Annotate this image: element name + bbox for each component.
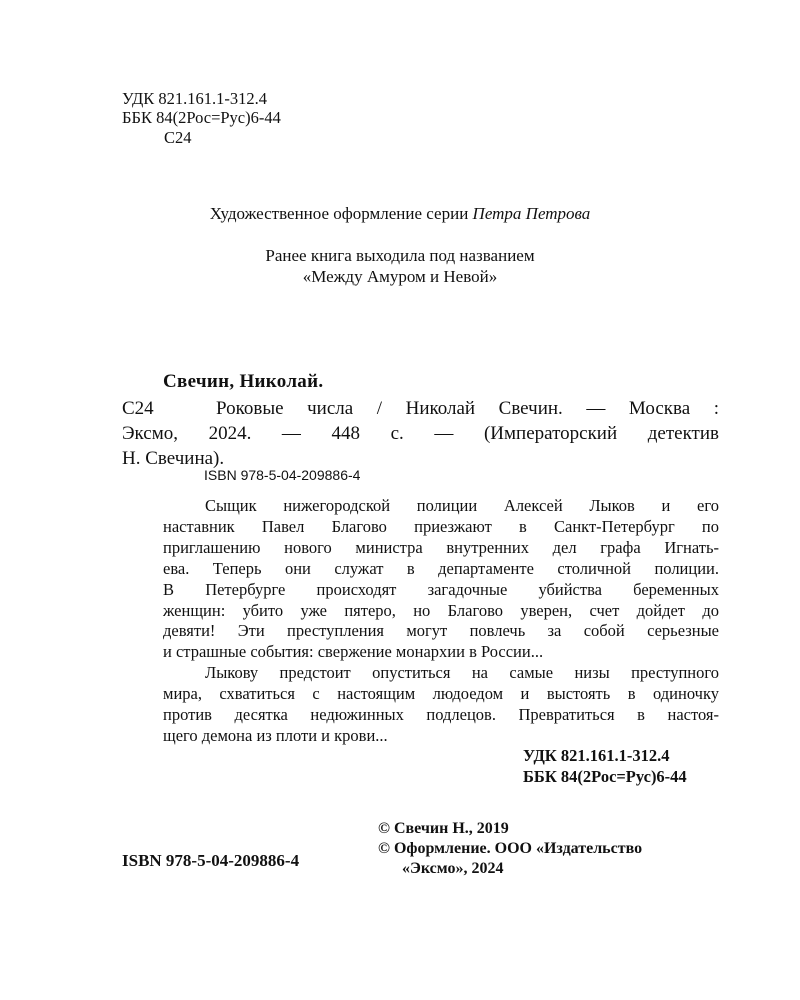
- bottom-bbk-code: ББК 84(2Рос=Рус)6-44: [523, 767, 687, 786]
- author-heading: Свечин, Николай.: [163, 371, 324, 392]
- author-mark: С24: [164, 128, 192, 147]
- bbk-code: ББК 84(2Рос=Рус)6-44: [122, 108, 281, 127]
- annotation-line: против десятка недюжинных подлецов. Превратиться в настоя-: [163, 705, 719, 725]
- annotation-line: Сыщик нижегородской полиции Алексей Лыков и его: [205, 496, 719, 515]
- copyright-publisher: «Эксмо», 2024: [402, 860, 504, 877]
- biblio-title: Роковые числа / Николай Свечин. — Москва :: [216, 398, 719, 419]
- bottom-udk-code: УДК 821.161.1-312.4: [523, 746, 670, 765]
- annotation-line: мира, схватиться с настоящим людоедом и выстоять в одиночку: [163, 684, 719, 704]
- annotation-line: женщин: убито уже пятеро, но Благово уверен, счет дойдет до: [163, 600, 719, 620]
- previous-title-line1: Ранее книга выходила под названием: [265, 246, 535, 265]
- annotation-line: щего демона из плоти и крови...: [163, 725, 388, 745]
- design-note: [0, 203, 800, 225]
- annotation-line: и страшные события: свержение монархии в России...: [163, 642, 544, 662]
- design-note-artist: Петра Петрова: [472, 204, 591, 223]
- annotation-line: Лыкову предстоит опуститься на самые низы преступного: [205, 663, 719, 683]
- annotation-line: В Петербурге происходят загадочные убийства беременных: [163, 579, 719, 599]
- annotation-line: приглашению нового министра внутренних дел графа Игнать-: [163, 537, 719, 557]
- biblio-line-1: [122, 396, 719, 421]
- annotation-line: наставник Павел Благово приезжают в Санкт-Петербург по: [163, 516, 719, 536]
- copyright-design: © Оформление. ООО «Издательство: [378, 840, 643, 857]
- annotation-line: ева. Теперь они служат в департаменте столичной полиции.: [163, 558, 719, 578]
- annotation: [163, 496, 719, 747]
- design-note-text: Художественное оформление серии: [209, 204, 473, 223]
- biblio-line-2: Эксмо, 2024. — 448 с. — (Императорский детектив: [122, 423, 719, 444]
- copyright-author: © Свечин Н., 2019: [378, 820, 509, 837]
- bibliographic-record: [122, 396, 719, 471]
- isbn-bold: ISBN 978-5-04-209886-4: [122, 851, 300, 870]
- isbn-record: ISBN 978-5-04-209886-4: [204, 467, 361, 483]
- annotation-line: девяти! Эти преступления могут повлечь за собой серьезные: [163, 621, 719, 641]
- udk-code: УДК 821.161.1-312.4: [122, 89, 268, 108]
- previous-title-line2: «Между Амуром и Невой»: [302, 267, 498, 286]
- biblio-line-3: Н. Свечина).: [122, 448, 225, 469]
- biblio-mark: С24: [122, 398, 154, 419]
